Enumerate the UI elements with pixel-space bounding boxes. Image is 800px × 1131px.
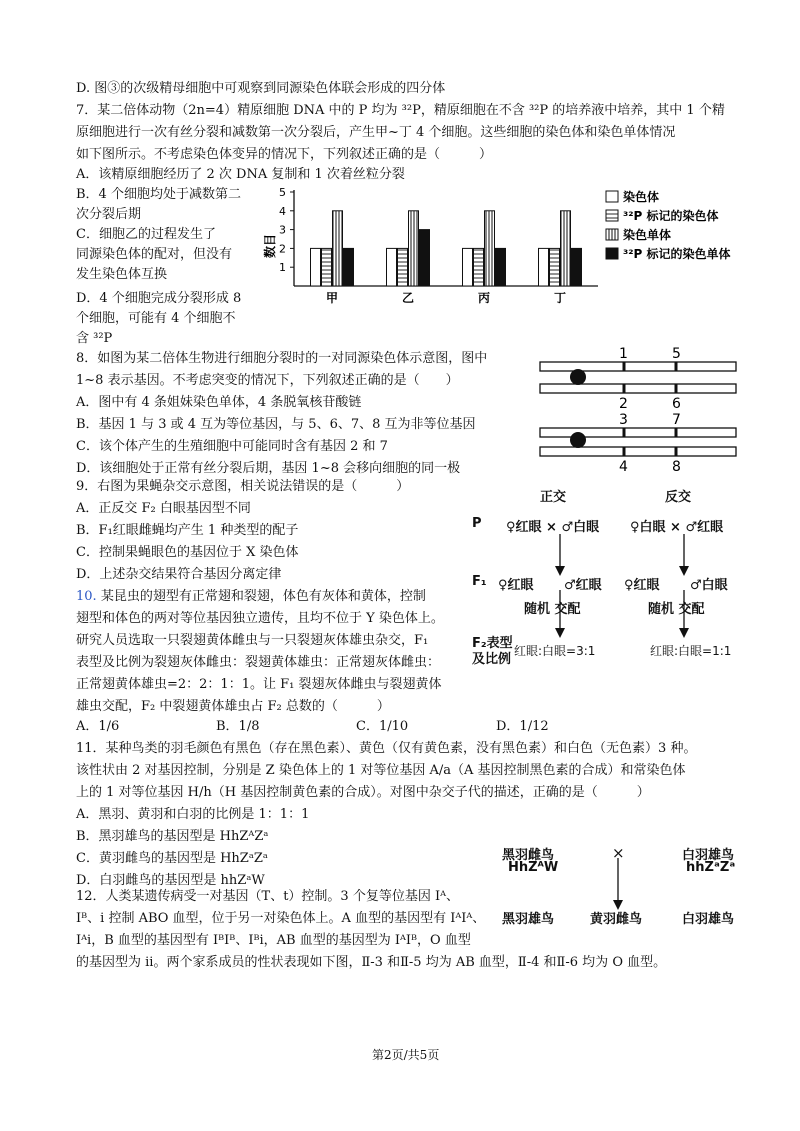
q9-option-d: D．上述杂交结果符合基因分离定律 [76,567,282,582]
q12-stem-line4: 的基因型为 ii。两个家系成员的性状表现如下图，Ⅱ-3 和Ⅱ-5 均为 AB 血型，Ⅱ-4 和Ⅱ-6 均为 O 血型。 [76,955,667,970]
q11-option-a: A．黑羽、黄羽和白羽的比例是 1：1：1 [76,807,310,822]
chart-bar-2-2 [485,211,495,286]
gene-label-7: 7 [672,412,681,428]
f1-forward-female: ♀红眼 [498,578,534,593]
q9-option-b: B．F₁红眼雌蝇均产生 1 种类型的配子 [76,523,299,538]
legend-label-2: 染色单体 [623,228,672,242]
chart-category-label: 丁 [553,291,567,305]
q7-stem-line1: 7．某二倍体动物（2n=4）精原细胞 DNA 中的 P 均为 ³²P，精原细胞在不含 ³²P 的培养液中培养，其中 1 个精 [76,103,725,118]
chart-bar-1-3 [420,230,430,286]
centromere-bottom [570,432,586,448]
q8-option-b: B．基因 1 与 3 或 4 互为等位基因，与 5、6、7、8 互为非等位基因 [76,417,476,432]
q7-option-d-line3: 含 ³²P [76,331,113,346]
f1-reciprocal-male: ♂白眼 [690,578,728,593]
q10-stem-line3: 研究人员选取一只裂翅黄体雌虫与一只裂翅灰体雄虫杂交，F₁ [76,633,429,648]
chromatid-2 [540,384,736,393]
q7-option-c-line1: C．细胞乙的过程发生了 [76,227,216,242]
bird-offspring-1: 黑羽雄鸟 [502,912,555,927]
q11-stem-line1: 11．某种鸟类的羽毛颜色有黑色（存在黑色素）、黄色（仅有黄色素，没有黑色素）和白色（无色素）3 种。 [76,741,697,756]
page-footer: 第2页/共5页 [372,1048,440,1062]
chromatid-4 [540,447,736,456]
q9-cross-diagram [472,486,782,666]
q7-option-d-line2: 个细胞，可能有 4 个细胞不 [76,311,236,326]
f2-label-line2: 及比例 [472,652,512,667]
gene-label-8: 8 [672,459,681,474]
arrowhead-f1-f2-right [679,628,689,638]
bird-female-parent: 黑羽雌鸟 [502,848,555,863]
bird-female-genotype: HhZᴬW [508,860,559,875]
random-mating-forward: 随机 交配 [524,602,581,617]
q12-stem-line2: Iᴮ、i 控制 ABO 血型，位于另一对染色体上。A 血型的基因型有 IᴬIᴬ、 [76,911,486,926]
f1-reciprocal-female: ♀红眼 [624,578,660,593]
chart-bar-2-1 [474,248,484,286]
chart-bar-0-3 [344,248,354,286]
chart-bar-3-2 [561,211,571,286]
q10-stem-line5: 正常翅黄体雄虫=2：2：1：1。让 F₁ 裂翅灰体雌虫与裂翅黄体 [76,677,442,692]
arrowhead-p-f1-right [679,566,689,576]
q9-option-c: C．控制果蝇眼色的基因位于 X 染色体 [76,545,299,560]
chart-bar-0-0 [311,248,321,286]
chart-category-label: 乙 [401,291,415,305]
bird-male-parent: 白羽雄鸟 [682,848,735,863]
q7-option-c-line3: 发生染色体互换 [76,267,168,282]
bird-cross-symbol: × [612,844,625,862]
q11-option-b: B．黑羽雄鸟的基因型是 HhZᴬZᵃ [76,829,269,844]
q10-stem-line4: 表型及比例为裂翅灰体雌虫：裂翅黄体雄虫：正常翅灰体雌虫： [76,655,441,670]
legend-swatch-3 [606,248,618,259]
chart-category-labels [326,290,566,305]
bird-offspring-3: 白羽雄鸟 [682,912,735,927]
arrowhead-f1-f2-left [555,628,565,638]
chart-y-tick-label: 5 [279,186,286,199]
chart-bar-1-2 [409,211,419,286]
q10-option-c: C．1/10 [356,719,409,734]
chart-category-label: 丙 [477,291,491,305]
q6-option-d: D. 图③的次级精母细胞中可观察到同源染色体联会形成的四分体 [76,81,446,96]
legend-swatch-2 [606,229,618,240]
q12-stem-line3: Iᴬi，B 血型的基因型有 IᴮIᴮ、Iᴮi，AB 血型的基因型为 IᴬIᴮ，O 血型 [76,933,471,948]
gene-label-1: 1 [619,346,628,362]
centromere-top [570,369,586,385]
q7-option-b-line1: B．4 个细胞均处于减数第二 [76,187,241,202]
f1-forward-male: ♂红眼 [564,578,602,593]
f1-generation-label: F₁ [472,574,487,589]
q7-option-d-line1: D．4 个细胞完成分裂形成 8 [76,291,242,306]
q7-stem-line3: 如下图所示。不考虑染色体变异的情况下，下列叙述正确的是（ ） [76,147,493,162]
legend-swatch-0 [606,191,618,202]
f2-label-line1: F₂表型 [472,636,513,651]
forward-cross-title: 正交 [540,490,567,505]
q11-bird-cross-diagram [500,840,770,928]
bird-male-genotype: hhZᵃZᵃ [686,860,736,875]
chart-bar-0-2 [333,211,343,286]
q8-chromosome-figure [536,342,746,474]
gene-label-3: 3 [619,412,628,428]
chart-y-tick-label: 4 [279,204,286,218]
q10-option-d: D．1/12 [496,719,549,734]
q7-stem-line2: 原细胞进行一次有丝分裂和减数第一次分裂后，产生甲~丁 4 个细胞。这些细胞的染色体和染色单体情况 [76,125,676,140]
gene-label-2: 2 [619,396,628,412]
chart-bar-1-1 [398,248,408,286]
q10-number: 10. [76,589,97,604]
chart-category-label: 甲 [325,291,339,305]
chart-bar-3-0 [539,248,549,286]
chart-bar-3-3 [572,248,582,286]
f2-ratio-reciprocal: 红眼:白眼=1:1 [650,644,732,658]
legend-label-3: ³²P 标记的染色单体 [623,247,731,261]
q10-stem-line6: 雄虫交配，F₂ 中裂翅黄体雄虫占 F₂ 总数的（ ） [76,699,390,714]
chart-y-tick-label: 1 [279,261,286,275]
legend-label-0: 染色体 [623,190,660,204]
random-mating-reciprocal: 随机 交配 [648,602,705,617]
q10-option-b: B．1/8 [216,719,260,734]
q7-bar-chart [260,184,780,314]
q10-stem-line2: 翅型和体色的两对等位基因独立遗传，且均不位于 Y 染色体上。 [76,611,444,626]
q8-option-d: D．该细胞处于正常有丝分裂后期，基因 1~8 会移向细胞的同一极 [76,461,461,476]
q11-stem-line3: 上的 1 对等位基因 H/h（H 基因控制黄色素的合成）。对图中杂交子代的描述，正确的是（ ） [76,785,650,800]
q10-stem-line1 [76,588,426,606]
reciprocal-cross-title: 反交 [665,490,692,505]
q7-option-b-line2: 次分裂后期 [76,207,142,222]
q8-option-c: C．该个体产生的生殖细胞中可能同时含有基因 2 和 7 [76,439,388,454]
p-cross-reciprocal: ♀白眼 × ♂红眼 [630,520,724,535]
legend-swatch-1 [606,210,618,221]
q11-option-d: D．白羽雌鸟的基因型是 hhZᵃW [76,873,265,888]
q9-stem: 9．右图为果蝇杂交示意图，相关说法错误的是（ ） [76,479,410,494]
q9-option-a: A．正反交 F₂ 白眼基因型不同 [76,501,251,516]
chart-legend [606,189,731,261]
chromatid-1 [540,362,736,371]
f2-ratio-forward: 红眼:白眼=3:1 [514,644,596,658]
chart-y-tick-label: 2 [279,242,286,256]
chart-bar-0-1 [322,248,332,286]
q11-option-c: C．黄羽雌鸟的基因型是 HhZᵃZᵃ [76,851,268,866]
q8-stem-line2: 1~8 表示基因。不考虑突变的情况下，下列叙述正确的是（ ） [76,373,459,388]
chart-bar-3-1 [550,248,560,286]
chromatid-3 [540,428,736,437]
p-generation-label: P [472,516,482,531]
p-cross-forward: ♀红眼 × ♂白眼 [506,520,600,535]
chart-bar-2-3 [496,248,506,286]
chart-tick-labels [279,186,294,274]
chart-y-tick-label: 3 [279,223,286,237]
legend-label-1: ³²P 标记的染色体 [623,209,719,223]
chart-y-axis-label: 数目 [263,233,277,259]
q8-stem-line1: 8．如图为某二倍体生物进行细胞分裂时的一对同源染色体示意图，图中 [76,351,488,366]
q10-option-a: A．1/6 [76,719,120,734]
q11-stem-line2: 该性状由 2 对基因控制，分别是 Z 染色体上的 1 对等位基因 A/a（A 基因控制黑色素的合成）和常染色体 [76,763,686,778]
chart-bars [311,211,582,286]
gene-label-6: 6 [672,396,681,412]
q7-option-c-line2: 同源染色体的配对，但没有 [76,247,233,262]
gene-label-4: 4 [619,459,628,474]
gene-label-5: 5 [672,346,681,362]
chart-bar-1-0 [387,248,397,286]
q12-stem-line1: 12．人类某遗传病受一对基因（T、t）控制。3 个复等位基因 Iᴬ、 [76,889,460,904]
bird-offspring-2: 黄羽雌鸟 [590,912,643,927]
q10-line1-text: 某昆虫的翅型有正常翅和裂翅，体色有灰体和黄体，控制 [96,589,426,604]
q8-option-a: A．图中有 4 条姐妹染色单体，4 条脱氧核苷酸链 [76,395,362,410]
chart-bar-2-0 [463,248,473,286]
q7-option-a: A．该精原细胞经历了 2 次 DNA 复制和 1 次着丝粒分裂 [76,167,405,182]
